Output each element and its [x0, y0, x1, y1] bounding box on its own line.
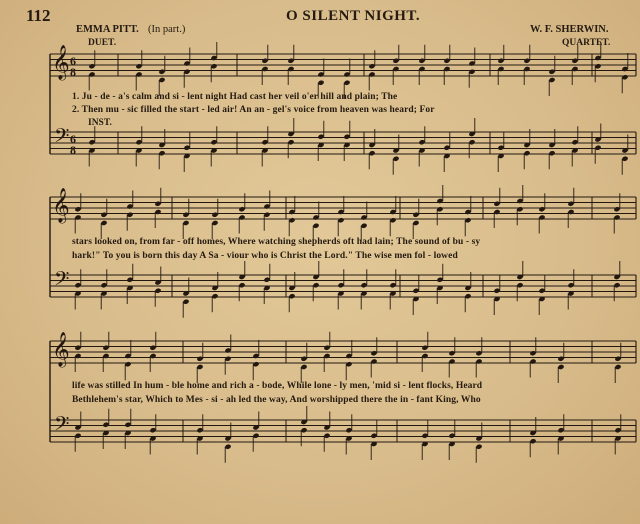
system-1-verse-1: 1. Ju - de - a's calm and si - lent night Had cast her veil o'er hill and plain; The: [72, 92, 398, 102]
instrument-label: INST.: [88, 118, 112, 128]
system-1-verse-2: 2. Then mu - sic filled the start - led air! An an - gel's voice from heaven was heard; For: [72, 105, 435, 115]
treble-clef-icon: 𝄞: [52, 188, 70, 223]
treble-clef-icon: 𝄞: [52, 45, 70, 80]
system-3-verse-2: Bethlehem's star, Which to Mes - si - ah led the way, And worshipped there the in - fant King, Who: [72, 395, 481, 405]
time-signature-bottom: 8: [70, 65, 76, 79]
treble-clef-icon: 𝄞: [52, 332, 70, 367]
system-2-verse-1: stars looked on, from far - off homes, Where watching shepherds oft had lain; The sound of bu - sy: [72, 237, 481, 247]
system-2-verse-2: hark!" To you is born this day A Sa - viour who is Christ the Lord." The wise men fol - lowed: [72, 251, 458, 261]
lyricist-note: (In part.): [148, 24, 186, 35]
time-signature-bottom: 8: [70, 143, 76, 157]
page-number: 112: [26, 6, 51, 25]
time-signature-top: 6: [70, 54, 76, 68]
bass-clef-icon: 𝄢: [54, 412, 70, 440]
duet-label: DUET.: [88, 38, 117, 48]
hymn-title: O SILENT NIGHT.: [286, 8, 421, 24]
bass-clef-icon: 𝄢: [54, 124, 70, 152]
composer-name: W. F. SHERWIN.: [530, 24, 609, 35]
quartet-label: QUARTET.: [562, 38, 611, 48]
lyricist-name: EMMA PITT.: [76, 24, 139, 35]
bass-clef-icon: 𝄢: [54, 267, 70, 295]
system-3-verse-1: life was stilled In hum - ble home and rich a - bode, While lone - ly men, 'mid si - lent flocks, Heard: [72, 381, 483, 391]
time-signature-top: 6: [70, 132, 76, 146]
